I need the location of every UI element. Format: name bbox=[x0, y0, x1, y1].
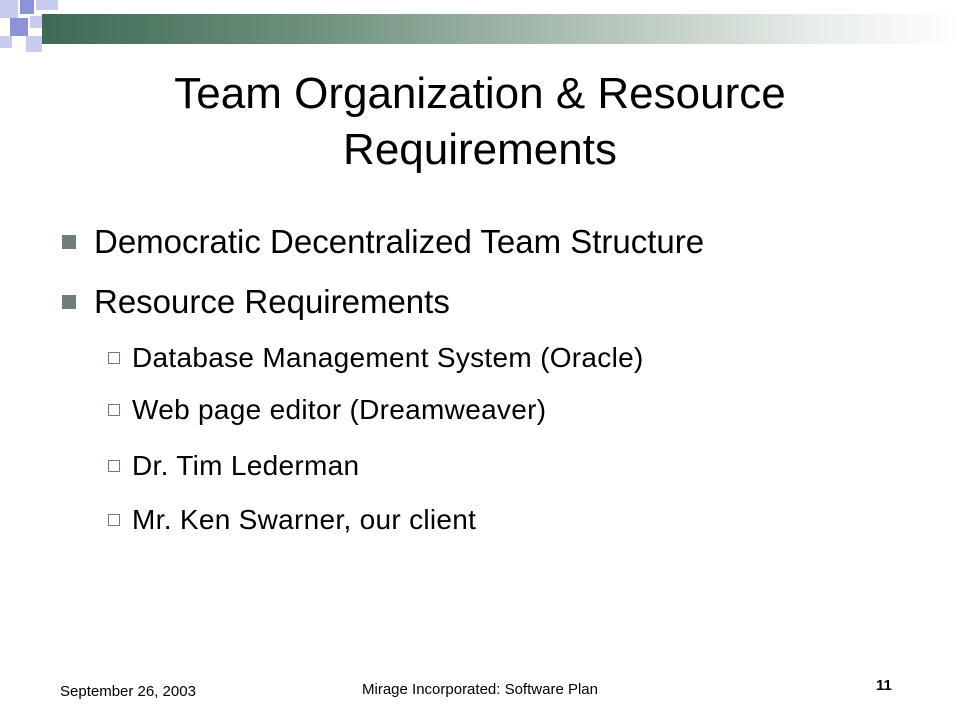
sub-bullet-text: Web page editor (Dreamweaver) bbox=[132, 394, 547, 425]
sub-bullet-item bbox=[108, 502, 476, 538]
bullet-item bbox=[62, 222, 704, 262]
bullet-text: Democratic Decentralized Team Structure bbox=[94, 223, 705, 260]
hollow-square-bullet-icon bbox=[108, 460, 120, 472]
header-band bbox=[42, 14, 960, 44]
sub-bullet-item bbox=[108, 340, 644, 376]
sub-bullet-text: Dr. Tim Lederman bbox=[132, 450, 360, 481]
bullet-item bbox=[62, 282, 450, 322]
sub-bullet-text: Mr. Ken Swarner, our client bbox=[132, 504, 477, 535]
hollow-square-bullet-icon bbox=[108, 352, 120, 364]
square-bullet-icon bbox=[62, 235, 76, 249]
hollow-square-bullet-icon bbox=[108, 514, 120, 526]
slide-title: Team Organization & Resource Requirements bbox=[174, 69, 786, 174]
sub-bullet-item bbox=[108, 392, 546, 428]
bullet-text: Resource Requirements bbox=[94, 283, 450, 320]
sub-bullet-item bbox=[108, 448, 359, 484]
hollow-square-bullet-icon bbox=[108, 404, 120, 416]
square-bullet-icon bbox=[62, 295, 76, 309]
sub-bullet-text: Database Management System (Oracle) bbox=[132, 342, 644, 373]
footer-title: Mirage Incorporated: Software Plan bbox=[362, 681, 598, 698]
footer-date: September 26, 2003 bbox=[60, 683, 196, 700]
page-number: 11 bbox=[876, 677, 892, 694]
